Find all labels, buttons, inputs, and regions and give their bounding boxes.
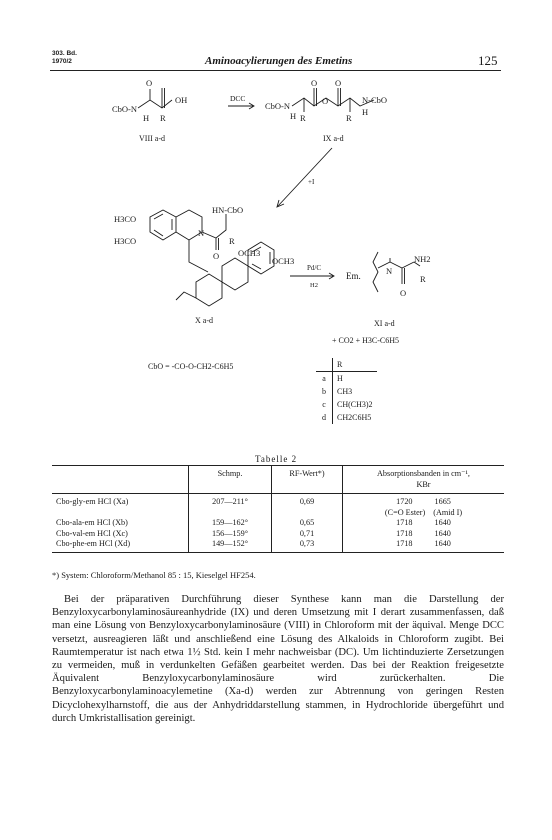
r-table-row xyxy=(316,411,377,424)
x-och3-1: OCH3 xyxy=(238,248,261,258)
x-h3co-1: H3CO xyxy=(114,214,137,224)
r-table-header-row xyxy=(316,358,377,372)
reagent-pdc: Pd/C xyxy=(307,264,322,272)
viii-r: R xyxy=(160,113,166,123)
running-title: Aminoacylierungen des Emetins xyxy=(205,55,353,67)
ix-o-1: O xyxy=(311,78,318,88)
rf-value xyxy=(272,508,343,519)
x-o: O xyxy=(213,251,220,261)
table2-row xyxy=(52,539,504,552)
xi-r: R xyxy=(420,274,426,284)
body-paragraph: Bei der präparativen Durchführung dieser Synthese kann man die Darstellung der Benzyloxycarbonylaminosäureanhydride (IX) und deren Umsetzung mit I derart zusammenfassen, daß man eine Lösung von Benzyloxycarbonylaminosäure (VIII) in Chloroform mit der äquival. Menge DCC versetzt, ausreagieren läßt und anschließend eine Lösung des Alkaloids in Chloroform zugibt. Bei Raumtemperatur ist nach etwa 1½ Std. kein I mehr nachweisbar (DC). Um lichtinduzierte Zersetzungen zu vermeiden, muß in verdunkelten Gefäßen gearbeitet werden. Das bei der Reaktion freigesetzte Äquivalent Benzyloxycarbonylaminosäure wird zurückerhalten. Die Benzyloxycarbonylaminoacylemetine (Xa-d) werden zur Abtrennung von geringen Resten Dicyclohexylharnstoff, die aus der Anhydriddarstellung stammen, in Hydrochloride übergeführt und durch Umkristallisation gereinigt. xyxy=(52,594,504,724)
table2-row xyxy=(52,518,504,529)
r-group-table xyxy=(316,358,377,424)
rf-value: 0,73 xyxy=(272,539,343,552)
ix-o-2: O xyxy=(335,78,342,88)
table2-row xyxy=(52,494,504,508)
table2-header-mp: Schmp. xyxy=(189,466,272,494)
ix-label: IX a-d xyxy=(323,134,344,143)
viii-oh: OH xyxy=(175,95,188,105)
viii-o: O xyxy=(146,78,153,88)
reaction-scheme xyxy=(0,0,552,360)
band-2: 1640 xyxy=(434,528,451,538)
viii-h: H xyxy=(143,113,150,123)
absorption-bands xyxy=(343,508,505,519)
x-label: X a-d xyxy=(195,316,213,325)
r-table-row xyxy=(316,372,377,386)
rf-value: 0,65 xyxy=(272,518,343,529)
volume-number: 303. Bd. xyxy=(52,50,77,57)
viii-label: VIII a-d xyxy=(139,134,165,143)
r-table-row xyxy=(316,385,377,398)
xi-n: N xyxy=(386,266,393,276)
r-value: CH2C6H5 xyxy=(337,413,372,422)
ix-r-right: R xyxy=(346,113,352,123)
table2-row xyxy=(52,508,504,519)
ix-cbo-n: CbO-N xyxy=(265,101,291,111)
body-text xyxy=(52,593,504,725)
table2-footnote: *) System: Chloroform/Methanol 85 : 15, Kieselgel HF254. xyxy=(52,570,256,580)
ix-o-bridge: O xyxy=(322,96,329,106)
volume-year: 1970/2 xyxy=(52,58,72,65)
band-2: 1640 xyxy=(434,539,451,548)
byproducts: + CO2 + H3C-C6H5 xyxy=(332,336,400,345)
ix-n-cbo: N-CbO xyxy=(362,95,388,105)
xi-nh2: NH2 xyxy=(414,254,431,264)
table2-caption: Tabelle 2 xyxy=(255,454,298,464)
compound-name: Cbo-val-em HCl (Xc) xyxy=(56,528,128,538)
r-key: b xyxy=(316,385,333,398)
r-table-key-header xyxy=(316,358,333,372)
r-value: CH3 xyxy=(337,387,353,396)
table2-header-row xyxy=(52,466,504,494)
xi-label: XI a-d xyxy=(374,319,395,328)
reagent-h2: H2 xyxy=(310,282,318,289)
band-1: 1720 xyxy=(396,497,413,506)
viii-cbo-n: CbO-N xyxy=(112,104,138,114)
compound-name: Cbo-phe-em HCl (Xd) xyxy=(56,539,131,548)
x-r: R xyxy=(229,236,235,246)
absorption-bands xyxy=(343,494,505,508)
r-key: d xyxy=(316,411,333,424)
band-1: 1718 xyxy=(396,528,413,538)
r-value: H xyxy=(337,374,343,383)
r-table-row xyxy=(316,398,377,411)
band-1: (C=O Ester) xyxy=(384,507,426,517)
melting-point: 159—162° xyxy=(189,518,272,529)
x-n: N xyxy=(198,228,205,238)
r-key: c xyxy=(316,398,333,411)
band-2: (Amid I) xyxy=(433,507,463,517)
table2 xyxy=(52,465,504,553)
table2-header-rf: RF-Wert*) xyxy=(272,466,343,494)
table2-header-name xyxy=(52,466,189,494)
reagent-dcc: DCC xyxy=(230,94,246,103)
table2-row xyxy=(52,529,504,540)
cbo-definition: CbO = -CO-O-CH2-C6H5 xyxy=(148,362,234,371)
x-och3-2: OCH3 xyxy=(272,256,295,266)
absorption-bands xyxy=(343,518,505,529)
melting-point: 149—152° xyxy=(189,539,272,552)
band-2: 1665 xyxy=(434,497,451,506)
band-2: 1640 xyxy=(434,518,451,527)
melting-point xyxy=(189,508,272,519)
absorption-bands xyxy=(343,529,505,540)
r-key: a xyxy=(316,372,333,386)
absorption-header-line2: KBr xyxy=(416,479,431,489)
reagent-i: +I xyxy=(308,178,315,186)
absorption-bands xyxy=(343,539,505,552)
compound-name: Cbo-ala-em HCl (Xb) xyxy=(56,518,128,527)
compound-name xyxy=(52,508,189,519)
band-1: 1718 xyxy=(396,539,413,548)
ix-h-left: H xyxy=(290,111,297,121)
x-hn-cbo: HN-CbO xyxy=(212,205,244,215)
em-label: Em. xyxy=(346,271,361,281)
melting-point: 207—211° xyxy=(189,494,272,508)
band-1: 1718 xyxy=(396,518,413,527)
melting-point: 156—159° xyxy=(189,529,272,540)
xi-o: O xyxy=(400,288,407,298)
compound-name: Cbo-gly-em HCl (Xa) xyxy=(56,497,129,506)
x-h3co-2: H3CO xyxy=(114,236,137,246)
ix-r-left: R xyxy=(300,113,306,123)
absorption-header-line1: Absorptionsbanden in cm⁻¹, xyxy=(377,469,470,478)
ix-h-right: H xyxy=(362,107,369,117)
rf-value: 0,71 xyxy=(272,529,343,540)
rf-value: 0,69 xyxy=(272,494,343,508)
table2-header-absorption xyxy=(343,466,505,494)
r-value: CH(CH3)2 xyxy=(337,400,373,409)
r-table-header: R xyxy=(333,358,377,372)
page-number: 125 xyxy=(478,53,498,68)
